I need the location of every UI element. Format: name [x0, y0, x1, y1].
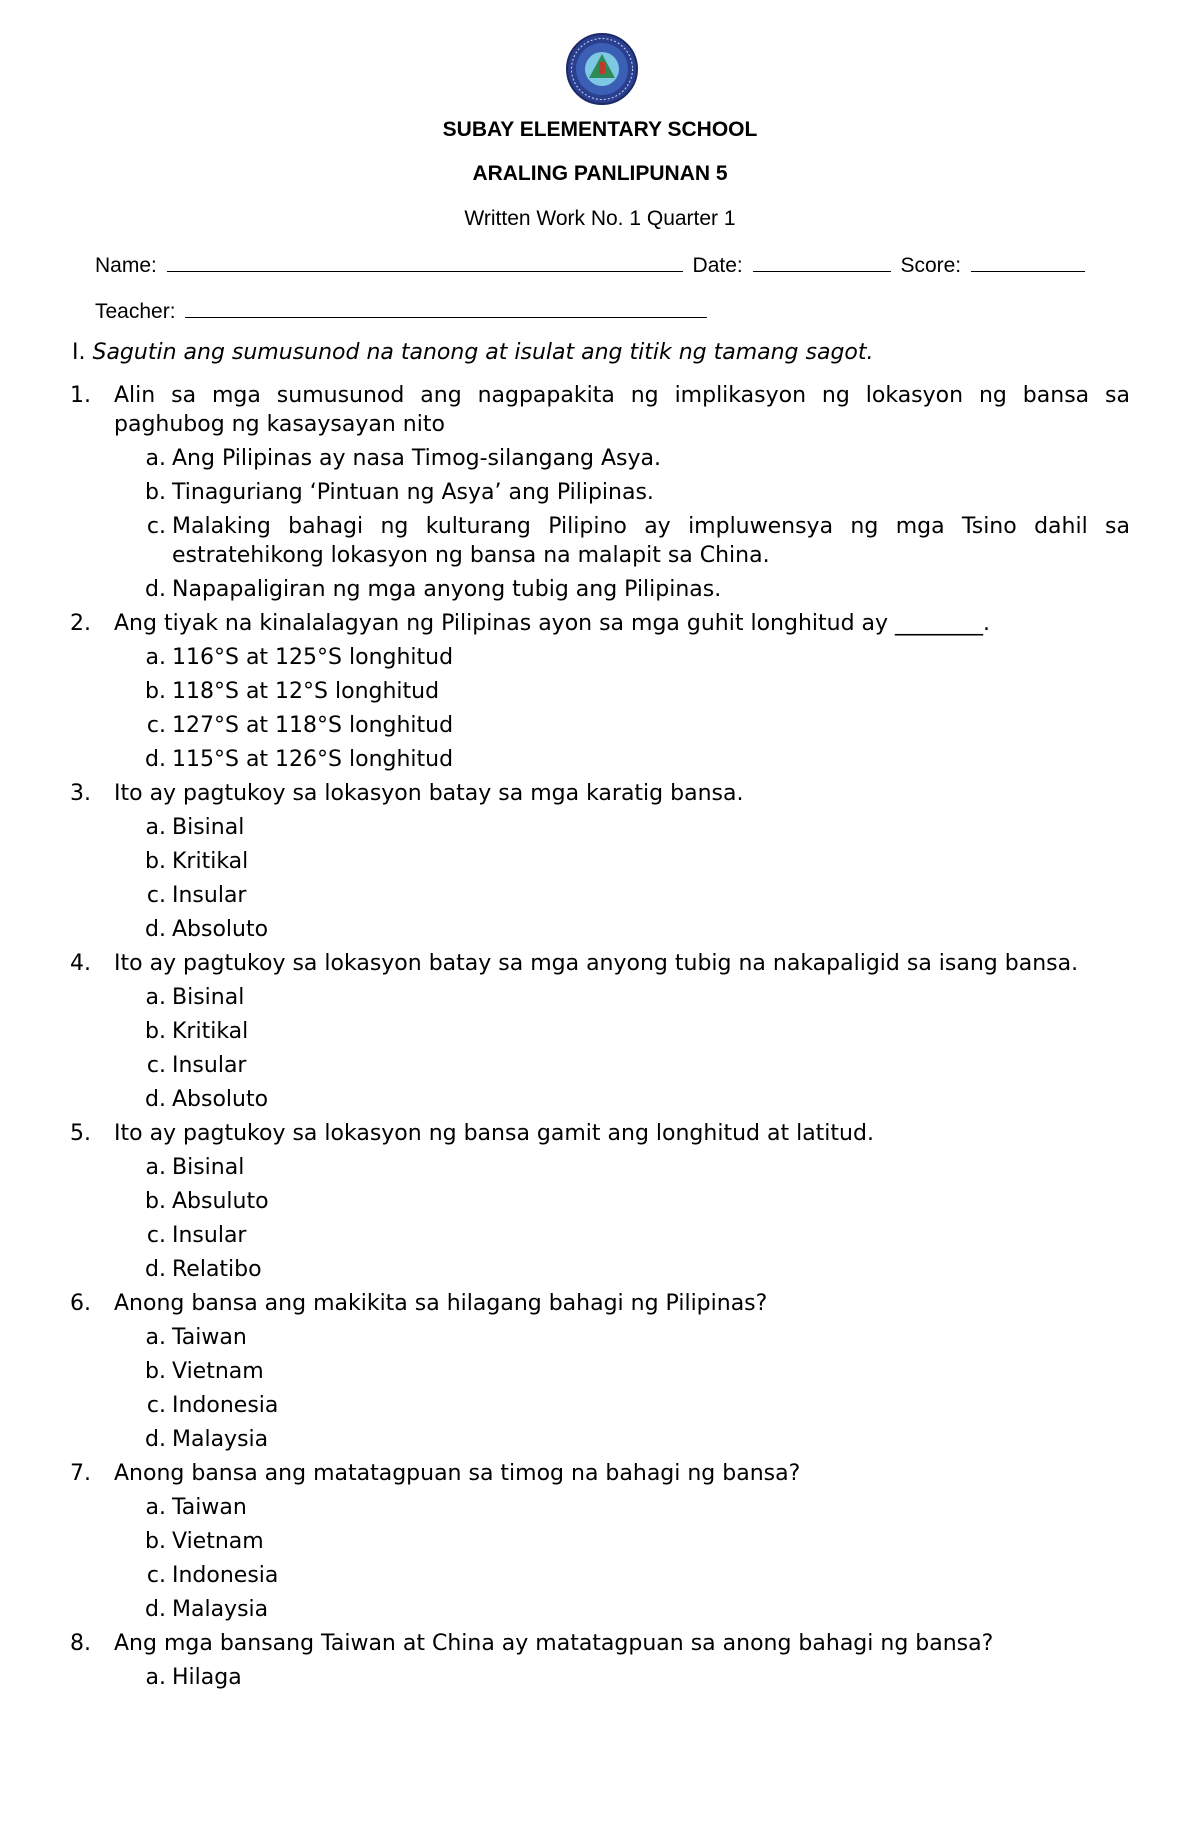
score-label: Score: — [900, 254, 962, 277]
option-label: b. — [145, 1019, 166, 1044]
question-number: 4. — [70, 951, 91, 976]
option-label: d. — [145, 1427, 166, 1452]
option-text: Tinaguriang ‘Pintuan ng Asya’ ang Pilipinas. — [172, 480, 654, 505]
answer-option — [132, 745, 1130, 774]
option-label: b. — [145, 480, 166, 505]
option-text: Malaysia — [172, 1597, 269, 1622]
question-row — [70, 949, 1130, 978]
option-text: Insular — [172, 1223, 247, 1248]
answer-option — [132, 643, 1130, 672]
option-label: d. — [145, 1087, 166, 1112]
option-text: Indonesia — [172, 1393, 279, 1418]
option-text: Ang Pilipinas ay nasa Timog-silangang Asya. — [172, 446, 662, 471]
option-text: Bisinal — [172, 985, 245, 1010]
instruction-number: I. — [72, 340, 86, 365]
option-label: b. — [145, 1189, 166, 1214]
option-label: a. — [145, 815, 166, 840]
question-8 — [70, 1629, 1130, 1692]
subject-title: ARALING PANLIPUNAN 5 — [472, 162, 728, 185]
option-label: a. — [145, 1325, 166, 1350]
question-6 — [70, 1289, 1130, 1454]
option-label: a. — [145, 985, 166, 1010]
answer-option — [132, 711, 1130, 740]
option-text: Kritikal — [172, 849, 249, 874]
question-text: Ito ay pagtukoy sa lokasyon batay sa mga anyong tubig na nakapaligid sa isang bansa. — [114, 951, 1079, 976]
option-text: Taiwan — [172, 1325, 247, 1350]
option-label: a. — [145, 446, 166, 471]
instruction — [72, 340, 874, 365]
question-5 — [70, 1119, 1130, 1284]
option-text: Bisinal — [172, 815, 245, 840]
name-label: Name: — [95, 254, 157, 277]
answer-option — [132, 444, 1130, 473]
score-field[interactable] — [971, 253, 1085, 272]
option-label: c. — [146, 1393, 166, 1418]
answer-option — [132, 983, 1130, 1012]
answer-option — [132, 1595, 1130, 1624]
option-label: c. — [146, 883, 166, 908]
work-title: Written Work No. 1 Quarter 1 — [464, 207, 736, 230]
answer-option — [132, 915, 1130, 944]
question-row — [70, 1629, 1130, 1658]
option-text: Hilaga — [172, 1665, 242, 1690]
option-text: 116°S at 125°S longhitud — [172, 645, 454, 670]
option-text: Indonesia — [172, 1563, 279, 1588]
answer-option — [132, 1255, 1130, 1284]
question-number: 3. — [70, 781, 91, 806]
instruction-text: Sagutin ang sumusunod na tanong at isulat ang titik ng tamang sagot. — [92, 340, 874, 365]
answer-option — [132, 478, 1130, 507]
option-label: a. — [145, 645, 166, 670]
answer-option — [132, 1527, 1130, 1556]
option-label: b. — [145, 1359, 166, 1384]
option-text: Insular — [172, 1053, 247, 1078]
answer-option — [132, 1425, 1130, 1454]
answer-option — [132, 813, 1130, 842]
school-name: SUBAY ELEMENTARY SCHOOL — [442, 118, 758, 141]
question-number: 1. — [70, 383, 91, 408]
option-label: c. — [146, 1053, 166, 1078]
option-label: d. — [145, 1597, 166, 1622]
option-text: Absuluto — [172, 1189, 269, 1214]
student-info-row — [95, 253, 1089, 278]
option-label: b. — [145, 679, 166, 704]
school-seal-logo — [565, 32, 639, 106]
answer-option — [132, 1153, 1130, 1182]
option-label: d. — [145, 747, 166, 772]
option-text: Malaysia — [172, 1427, 269, 1452]
answer-option — [132, 1187, 1130, 1216]
question-text: Anong bansa ang matatagpuan sa timog na bahagi ng bansa? — [114, 1461, 801, 1486]
question-4 — [70, 949, 1130, 1114]
option-label: a. — [145, 1665, 166, 1690]
option-text: Taiwan — [172, 1495, 247, 1520]
question-text: Ito ay pagtukoy sa lokasyon ng bansa gamit ang longhitud at latitud. — [114, 1121, 874, 1146]
answer-option — [132, 1323, 1130, 1352]
option-text: Insular — [172, 883, 247, 908]
option-text: Absoluto — [172, 917, 269, 942]
question-row — [70, 1119, 1130, 1148]
option-label: a. — [145, 1495, 166, 1520]
question-list — [70, 376, 1130, 1692]
question-text: Ito ay pagtukoy sa lokasyon batay sa mga karatig bansa. — [114, 781, 744, 806]
question-7 — [70, 1459, 1130, 1624]
option-text: Absoluto — [172, 1087, 269, 1112]
option-text: Vietnam — [172, 1359, 264, 1384]
option-label: c. — [146, 713, 166, 738]
question-text: Alin sa mga sumusunod ang nagpapakita ng implikasyon ng lokasyon ng bansa sa paghubog ng kasaysayan nito — [114, 383, 1130, 437]
question-row — [70, 1289, 1130, 1318]
question-row — [70, 1459, 1130, 1488]
date-label: Date: — [692, 254, 743, 277]
teacher-label: Teacher: — [95, 300, 176, 323]
question-text: Anong bansa ang makikita sa hilagang bahagi ng Pilipinas? — [114, 1291, 768, 1316]
question-2 — [70, 609, 1130, 774]
teacher-field[interactable] — [185, 299, 707, 318]
question-number: 2. — [70, 611, 91, 636]
answer-option — [132, 1561, 1130, 1590]
option-text: Kritikal — [172, 1019, 249, 1044]
answer-option — [132, 1017, 1130, 1046]
answer-option — [132, 847, 1130, 876]
answer-option — [132, 881, 1130, 910]
question-row — [70, 381, 1130, 439]
option-text: 127°S at 118°S longhitud — [172, 713, 454, 738]
question-row — [70, 779, 1130, 808]
answer-option — [132, 1391, 1130, 1420]
answer-option — [132, 1663, 1130, 1692]
option-label: b. — [145, 849, 166, 874]
option-label: d. — [145, 917, 166, 942]
option-text: Bisinal — [172, 1155, 245, 1180]
option-label: c. — [146, 1223, 166, 1248]
answer-option — [132, 1357, 1130, 1386]
question-1 — [70, 381, 1130, 604]
question-row — [70, 609, 1130, 638]
question-number: 8. — [70, 1631, 91, 1656]
question-number: 6. — [70, 1291, 91, 1316]
teacher-row — [95, 299, 711, 324]
option-label: b. — [145, 1529, 166, 1554]
answer-option — [132, 1221, 1130, 1250]
question-text: Ang mga bansang Taiwan at China ay matatagpuan sa anong bahagi ng bansa? — [114, 1631, 994, 1656]
question-number: 5. — [70, 1121, 91, 1146]
date-field[interactable] — [753, 253, 891, 272]
question-3 — [70, 779, 1130, 944]
option-label: c. — [146, 1563, 166, 1588]
answer-option — [132, 677, 1130, 706]
answer-option — [132, 1051, 1130, 1080]
option-text: Relatibo — [172, 1257, 262, 1282]
option-text: Malaking bahagi ng kulturang Pilipino ay impluwensya ng mga Tsino dahil sa estratehikong lokasyon ng bansa na malapit sa China. — [172, 514, 1130, 568]
name-field[interactable] — [167, 253, 683, 272]
option-text: Vietnam — [172, 1529, 264, 1554]
option-label: d. — [145, 1257, 166, 1282]
option-label: a. — [145, 1155, 166, 1180]
option-label: d. — [145, 577, 166, 602]
option-text: Napapaligiran ng mga anyong tubig ang Pilipinas. — [172, 577, 722, 602]
answer-option — [132, 1493, 1130, 1522]
answer-option — [132, 1085, 1130, 1114]
question-number: 7. — [70, 1461, 91, 1486]
option-text: 118°S at 12°S longhitud — [172, 679, 440, 704]
option-text: 115°S at 126°S longhitud — [172, 747, 454, 772]
answer-option — [132, 575, 1130, 604]
answer-option — [132, 512, 1130, 570]
option-label: c. — [146, 514, 166, 539]
question-text: Ang tiyak na kinalalagyan ng Pilipinas ayon sa mga guhit longhitud ay ________. — [114, 611, 991, 636]
